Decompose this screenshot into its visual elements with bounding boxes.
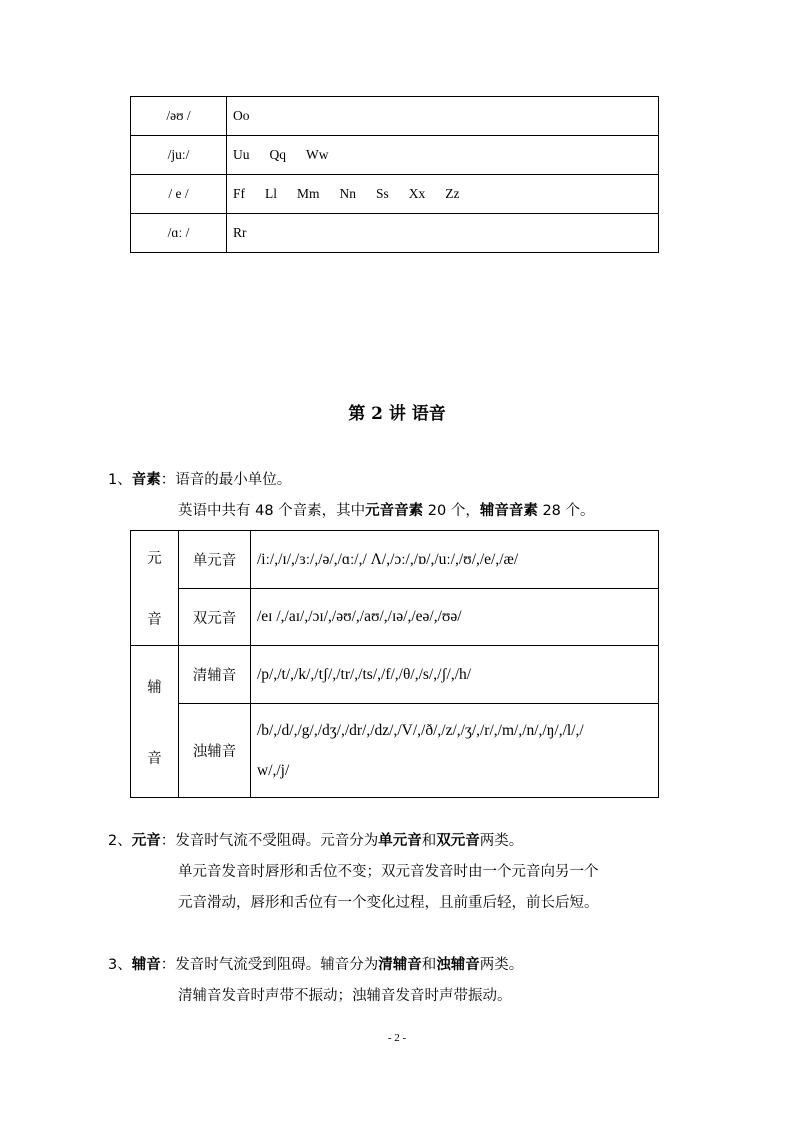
section-2-number: 2、 (108, 833, 132, 849)
letter: Xx (408, 186, 426, 201)
section-3-term: 辅音 (131, 957, 161, 973)
letter: Ff (233, 186, 246, 201)
category-char: 辅 (147, 679, 162, 696)
voiced-term: 浊辅音 (436, 957, 480, 973)
section-1-line-2 (178, 499, 595, 520)
voiced-line-2: w/,/j/ (257, 761, 290, 779)
diphthong-term: 双元音 (436, 833, 480, 849)
text: 20 个， (423, 503, 480, 519)
phoneme-cell: / e / (131, 175, 227, 214)
phoneme-cell: /juː/ (131, 136, 227, 175)
section-1-term: 音素 (131, 472, 161, 488)
text: 28 个。 (537, 503, 595, 519)
table-row (131, 175, 659, 214)
monophthong-list: /iː/,/ɪ/,/ɜː/,/ə/,/ɑː/,/ Λ/,/ɔː/,/ɒ/,/uː/,/ʊ/,/e/,/æ/ (251, 531, 659, 589)
monophthong-term: 单元音 (378, 833, 422, 849)
section-1-number: 1、 (108, 472, 132, 488)
letters-cell (227, 214, 659, 253)
table-row (131, 97, 659, 136)
letter: Oo (233, 108, 250, 123)
section-2-term: 元音 (131, 833, 161, 849)
table-row (131, 704, 659, 798)
voiceless-term: 清辅音 (378, 957, 422, 973)
section-2-line-2: 单元音发音时唇形和舌位不变；双元音发音时由一个元音向另一个 (178, 864, 599, 880)
text: 和 (421, 833, 437, 849)
letter: Ww (306, 147, 329, 162)
section-1-definition: ：语音的最小单位。 (160, 472, 292, 488)
vowel-phonemes-term: 元音音素 (365, 503, 424, 519)
consonant-category-cell (131, 646, 179, 798)
letter: Ll (265, 186, 278, 201)
monophthong-label: 单元音 (179, 531, 251, 589)
lesson-title: 第 2 讲 语音 (348, 404, 446, 424)
letter: Rr (233, 225, 247, 240)
section-2-heading (108, 829, 523, 850)
diphthong-list: /eɪ /,/aɪ/,/ɔɪ/,/əʊ/,/aʊ/,/ɪə/,/eə/,/ʊə/ (251, 589, 659, 646)
letter: Mm (297, 186, 320, 201)
section-1-heading (108, 468, 291, 489)
text: 英语中共有 48 个音素，其中 (178, 503, 366, 519)
text: 和 (421, 957, 437, 973)
voiced-list (251, 704, 659, 798)
table-row (131, 589, 659, 646)
voiceless-list: /p/,/t/,/k/,/tʃ/,/tr/,/ts/,/f/,/θ/,/s/,/ʃ/,/h/ (251, 646, 659, 704)
table-row (131, 646, 659, 704)
letters-cell (227, 136, 659, 175)
category-char: 音 (147, 612, 162, 628)
letters-cell (227, 97, 659, 136)
phoneme-classification-table (130, 530, 659, 798)
vowel-category-cell (131, 531, 179, 646)
letter-phoneme-table (130, 96, 659, 253)
table-row (131, 214, 659, 253)
section-3-line-2: 清辅音发音时声带不振动；浊辅音发音时声带振动。 (178, 988, 512, 1004)
category-char: 音 (147, 750, 162, 767)
letter: Zz (445, 186, 460, 201)
voiced-line-1: /b/,/d/,/g/,/dʒ/,/dr/,/dz/,/V/,/ð/,/z/,/ʒ/,/r/,/m/,/n/,/ŋ/,/l/,/ (257, 721, 584, 739)
letters-cell (227, 175, 659, 214)
category-char: 元 (147, 551, 162, 567)
letter: Uu (233, 147, 250, 162)
letter: Nn (339, 186, 357, 201)
text: ：发音时气流受到阻碍。辅音分为 (160, 957, 379, 973)
diphthong-label: 双元音 (179, 589, 251, 646)
letter: Qq (269, 147, 286, 162)
phoneme-cell: /ɑː / (131, 214, 227, 253)
text: 两类。 (479, 957, 524, 973)
voiced-label: 浊辅音 (179, 704, 251, 798)
section-2-line-3: 元音滑动，唇形和舌位有一个变化过程，且前重后轻，前长后短。 (178, 895, 599, 911)
page-number: - 2 - (387, 1032, 407, 1044)
section-3-heading (108, 953, 523, 974)
consonant-phonemes-term: 辅音音素 (479, 503, 538, 519)
table-row (131, 531, 659, 589)
voiceless-label: 清辅音 (179, 646, 251, 704)
phoneme-cell: /əʊ / (131, 97, 227, 136)
letter: Ss (376, 186, 389, 201)
text: ：发音时气流不受阻碍。元音分为 (160, 833, 379, 849)
table-row (131, 136, 659, 175)
text: 两类。 (479, 833, 524, 849)
section-3-number: 3、 (108, 957, 132, 973)
